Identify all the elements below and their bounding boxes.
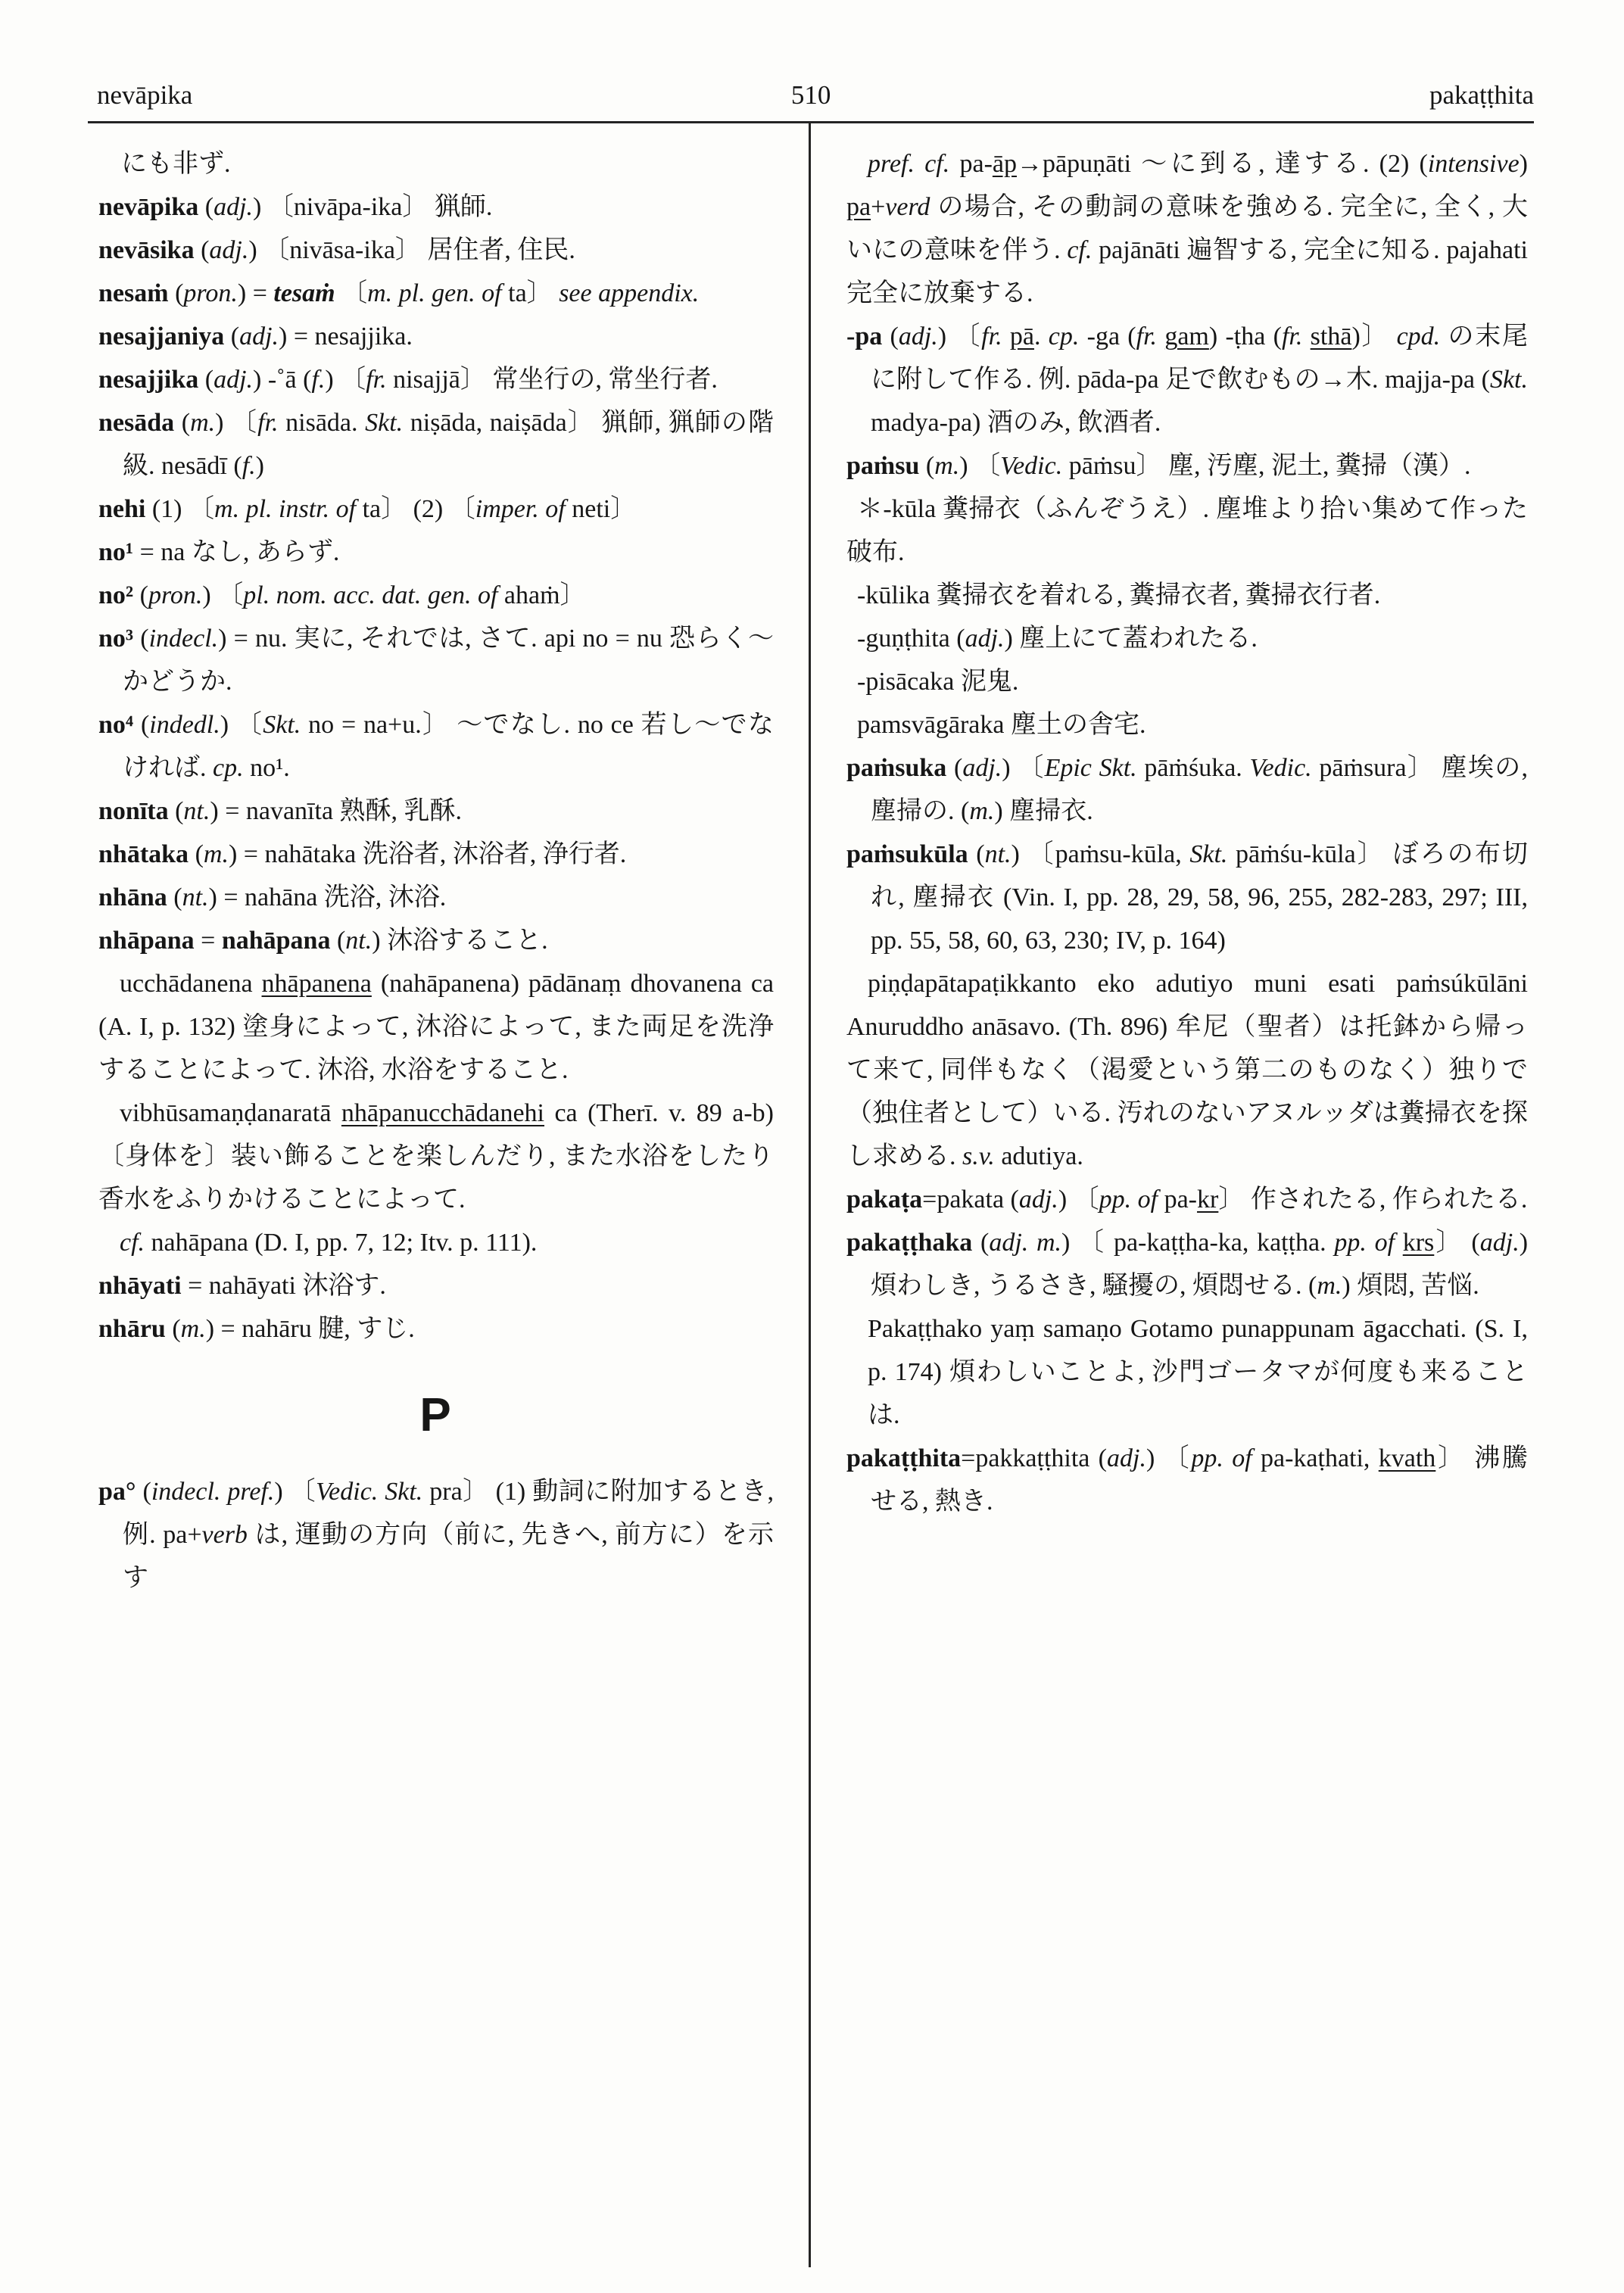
dictionary-entry: piṇḍapātapaṭikkanto eko adutiyo muni esati paṁsúkūlāni Anuruddho anāsavo. (Th. 896) 牟尼（聖者）は托鉢から帰って来て, 同伴もなく（渇愛という第二のものなく）独りで（独住者として）いる. 汚れのないアヌルッダは糞掃衣を探し求める. s.v. adutiya.	[846, 970, 1528, 1170]
dictionary-entry: ＊-kūla 糞掃衣（ふんぞうえ）. 塵堆より拾い集めて作った破布.	[846, 495, 1528, 566]
dictionary-entry: pakaṭṭhaka (adj. m.) 〔 pa-kaṭṭha-ka, kaṭṭha. pp. of krs〕 (adj.) 煩わしき, うるさき, 騒擾の, 煩悶せる. (m.) 煩悶, 苦悩.	[846, 1229, 1529, 1300]
dictionary-entry: nonīta (nt.) = navanīta 熟酥, 乳酥.	[98, 797, 463, 825]
dictionary-entry: nhātaka (m.) = nahātaka 洗浴者, 沐浴者, 浄行者.	[98, 840, 627, 868]
section-letter: P	[419, 1389, 453, 1441]
column-divider-rule	[809, 123, 811, 2267]
dictionary-entry: nevāsika (adj.) 〔nivāsa-ika〕 居住者, 住民.	[98, 236, 575, 264]
dictionary-entry: paṁsu (m.) 〔Vedic. pāṁsu〕 塵, 汚塵, 泥土, 糞掃（漢）.	[846, 452, 1471, 480]
dictionary-entry: pa° (indecl. pref.) 〔Vedic. Skt. pra〕 (1) 動詞に附加するとき, 例. pa+verb は, 運動の方向（前に, 先きへ, 前方に）を示す	[98, 1478, 775, 1593]
dictionary-entry: nhāpana = nahāpana (nt.) 沐浴すること.	[98, 927, 548, 955]
dictionary-entry: nhāyati = nahāyati 沐浴す.	[98, 1272, 386, 1300]
dictionary-entry: pakaṭṭhita=pakkaṭṭhita (adj.) 〔pp. of pa-kaṭhati, kvath〕 沸騰せる, 熱き.	[846, 1444, 1529, 1516]
dictionary-entry: paṁsukūla (nt.) 〔paṁsu-kūla, Skt. pāṁśu-kūla〕 ぼろの布切れ, 塵掃衣 (Vin. I, pp. 28, 29, 58, 96, 255, 282-283, 297; III, pp. 55, 58, 60, 63, 230; IV, p. 164)	[846, 840, 1528, 955]
dictionary-entry: nehi (1) 〔m. pl. instr. of ta〕 (2) 〔imper. of neti〕	[98, 495, 637, 523]
dictionary-entry: Pakaṭṭhako yaṃ samaṇo Gotamo punappunam āgacchati. (S. I, p. 174) 煩わしいことよ, 沙門ゴータマが何度も来ることは.	[868, 1315, 1528, 1429]
dictionary-entry: vibhūsamaṇḍanaratā nhāpanucchādanehi ca (Therī. v. 89 a-b) 〔身体を〕装い飾ることを楽しんだり, また水浴をしたり香水をふりかけることによって.	[98, 1099, 774, 1213]
page-number: 510	[790, 80, 831, 110]
header-headword-right: pakaṭṭhita	[1429, 80, 1534, 110]
dictionary-entry: cf. nahāpana (D. I, pp. 7, 12; Itv. p. 111).	[120, 1229, 538, 1257]
dictionary-entry: nhāru (m.) = nahāru 腱, すじ.	[98, 1315, 415, 1343]
header-rule	[88, 121, 1534, 123]
dictionary-entry: pamsvāgāraka 塵土の舎宅.	[857, 711, 1146, 739]
dictionary-entry: nevāpika (adj.) 〔nivāpa-ika〕 猟師.	[98, 193, 493, 221]
dictionary-entry: no³ (indecl.) = nu. 実に, それでは, さて. api no = nu 恐らく〜かどうか.	[98, 625, 774, 696]
header-headword-left: nevāpika	[97, 80, 193, 110]
dictionary-entry: pref. cf. pa-āp→pāpuṇāti 〜に到る, 達する. (2) (intensive) pa+verd の場合, その動詞の意味を強める. 完全に, 全く, 大いにの意味を伴う. cf. pajānāti 遍智する, 完全に知る. pajahati 完全に放棄する.	[846, 150, 1528, 307]
dictionary-entry: no¹ = na なし, あらず.	[98, 538, 340, 566]
dictionary-entry: -kūlika 糞掃衣を着れる, 糞掃衣者, 糞掃衣行者.	[857, 581, 1381, 609]
dictionary-entry: nesajjaniya (adj.) = nesajjika.	[98, 322, 413, 350]
dictionary-entry: -pa (adj.) 〔fr. pā. cp. -ga (fr. gam) -ṭha (fr. sthā)〕 cpd. の末尾に附して作る. 例. pāda-pa 足で飲むもの→木. majja-pa (Skt. madya-pa) 酒のみ, 飲酒者.	[846, 322, 1529, 437]
dictionary-entry: paṁsuka (adj.) 〔Epic Skt. pāṁśuka. Vedic. pāṁsura〕 塵埃の, 塵掃の. (m.) 塵掃衣.	[846, 754, 1529, 825]
dictionary-entry: -pisācaka 泥鬼.	[857, 668, 1019, 696]
dictionary-entry: にも非ず.	[121, 150, 231, 178]
page-header	[97, 80, 1534, 111]
dictionary-entry: pakaṭa=pakata (adj.) 〔pp. of pa-kr〕 作されたる, 作られたる.	[846, 1185, 1528, 1213]
dictionary-entry: nhāna (nt.) = nahāna 洗浴, 沐浴.	[98, 883, 447, 911]
dictionary-entry: nesaṁ (pron.) = tesaṁ 〔m. pl. gen. of ta〕 see appendix.	[98, 279, 700, 307]
left-column	[98, 142, 774, 1600]
dictionary-entry: -guṇṭhita (adj.) 塵上にて蓋われたる.	[857, 625, 1258, 653]
dictionary-entry: nesāda (m.) 〔fr. nisāda. Skt. niṣāda, naiṣāda〕 猟師, 猟師の階級. nesādī (f.)	[98, 409, 774, 480]
dictionary-entry: ucchādanena nhāpanena (nahāpanena) pādānaṃ dhovanena ca (A. I, p. 132) 塗身によって, 沐浴によって, また両足を洗浄することによって. 沐浴, 水浴をすること.	[98, 970, 774, 1084]
dictionary-entry: no⁴ (indedl.) 〔Skt. no = na+u.〕 〜でなし. no ce 若し〜でなければ. cp. no¹.	[98, 711, 774, 782]
right-column	[846, 142, 1528, 1523]
dictionary-entry: no² (pron.) 〔pl. nom. acc. dat. gen. of ahaṁ〕	[98, 581, 586, 609]
dictionary-entry: nesajjika (adj.) -˚ā (f.) 〔fr. nisajjā〕 常坐行の, 常坐行者.	[98, 366, 718, 394]
